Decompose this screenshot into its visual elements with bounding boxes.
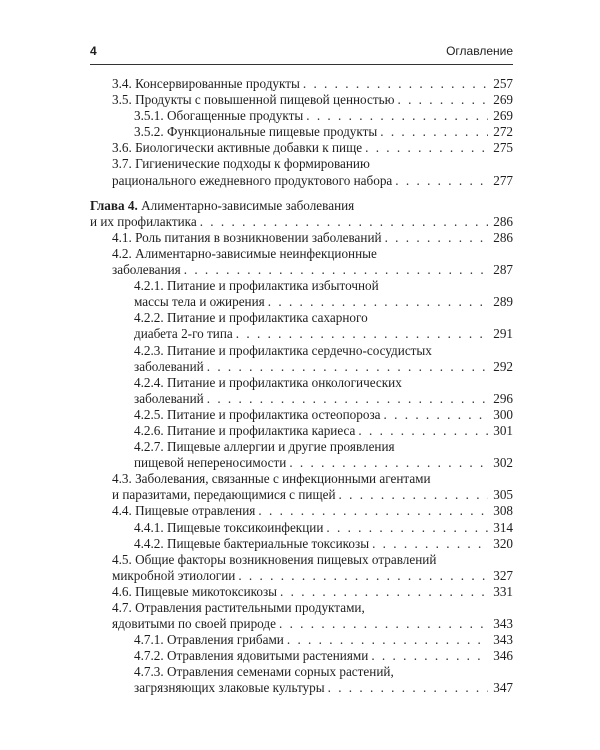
dot-leader <box>385 230 488 246</box>
toc-entry-3-7[interactable] <box>90 156 513 188</box>
dot-leader <box>365 140 488 156</box>
dot-leader <box>372 536 488 552</box>
toc-entry-title-continued: загрязняющих злаковые культуры <box>134 680 325 696</box>
toc-entry-title: Консервированные продукты <box>135 76 300 91</box>
toc-entry-page: 343 <box>493 616 513 632</box>
toc-entry-number: 4.3. <box>112 471 132 487</box>
toc-entry-title: Пищевые аллергии и другие проявления <box>166 439 395 455</box>
toc-entry-page: 327 <box>493 567 513 583</box>
toc-entry-page: 269 <box>493 108 513 124</box>
running-head: Оглавление <box>446 44 513 58</box>
toc-entry-title: Питание и профилактика сахарного <box>166 310 368 326</box>
toc-chapter-4[interactable] <box>90 198 513 230</box>
toc-entry-4-4-1[interactable] <box>90 520 513 536</box>
dot-leader <box>303 76 488 92</box>
toc-entry-title-continued: заболевания <box>112 262 181 278</box>
toc-entry-title: Алиментарно-зависимые заболевания <box>141 197 355 213</box>
toc-entry-4-7-1[interactable] <box>90 632 513 648</box>
toc-entry-page: 347 <box>493 680 513 696</box>
toc-entry-title-continued: рационального ежедневного продуктового набора <box>112 172 393 188</box>
toc-entry-3-4[interactable] <box>90 76 513 92</box>
toc-entry-4-6[interactable] <box>90 584 513 600</box>
toc-entry-title: Биологически активные добавки к пище <box>135 140 363 156</box>
toc-entry-title: Питание и профилактика онкологических <box>166 374 402 390</box>
toc-entry-title: Обогащенные продукты <box>166 108 304 124</box>
toc-entry-4-7-2[interactable] <box>90 648 513 664</box>
toc-entry-title: Пищевые микотоксикозы <box>135 583 278 599</box>
toc-entry-page: 287 <box>493 262 513 278</box>
toc-entry-page: 269 <box>493 92 513 108</box>
toc-entry-4-2-2[interactable] <box>90 310 513 342</box>
toc-entry-number: 4.7.2. <box>134 648 164 664</box>
toc-entry-title-continued: массы тела и ожирения <box>134 294 265 310</box>
dot-leader <box>268 294 488 310</box>
toc-entry-number: 4.7.1. <box>134 632 164 648</box>
toc-entry-page: 301 <box>493 422 513 438</box>
toc-entry-3-5-2[interactable] <box>90 124 513 140</box>
toc-entry-4-2-4[interactable] <box>90 375 513 407</box>
dot-leader <box>238 568 488 584</box>
toc-entry-number: 3.5.2. <box>134 124 164 140</box>
toc-entry-4-2-3[interactable] <box>90 343 513 375</box>
toc-entry-number: 4.2.4. <box>134 374 164 390</box>
toc-entry-title-continued: заболеваний <box>134 358 204 374</box>
toc-entry-title: Пищевые токсикоинфекции <box>166 519 324 535</box>
toc-entry-page: 275 <box>493 140 513 156</box>
toc-entry-title-continued: и их профилактика <box>90 213 197 229</box>
toc-entry-4-1[interactable] <box>90 230 513 246</box>
toc-entry-title: Отравления семенами сорных растений, <box>166 664 394 680</box>
toc-entry-number: 4.7.3. <box>134 664 164 680</box>
toc-entry-page: 300 <box>493 406 513 422</box>
toc-entry-4-2-7[interactable] <box>90 439 513 471</box>
toc-entry-number: 4.5. <box>112 551 132 567</box>
toc-entry-title: Питание и профилактика избыточной <box>166 278 379 294</box>
dot-leader <box>236 326 488 342</box>
toc-entry-title-continued: и паразитами, передающимися с пищей <box>112 487 336 503</box>
dot-leader <box>200 214 488 230</box>
toc-entry-title: Продукты с повышенной пищевой ценностью <box>135 92 395 108</box>
toc-entry-title: Питание и профилактика сердечно-сосудистых <box>166 342 432 358</box>
dot-leader <box>306 108 488 124</box>
toc-entry-title: Питание и профилактика остеопороза <box>166 406 381 422</box>
toc-entry-title: Пищевые отравления <box>135 503 256 519</box>
toc-entry-number: 4.2.2. <box>134 310 164 326</box>
toc-entry-number: 4.2.5. <box>134 406 164 422</box>
toc-entry-page: 305 <box>493 487 513 503</box>
dot-leader <box>258 503 488 519</box>
toc-entry-4-4[interactable] <box>90 503 513 519</box>
toc-entry-title: Роль питания в возникновении заболеваний <box>135 229 382 245</box>
dot-leader <box>395 173 488 189</box>
toc-entry-page: 346 <box>493 648 513 664</box>
toc-entry-title: Алиментарно-зависимые неинфекционные <box>135 245 377 261</box>
toc-entry-number: 4.2.6. <box>134 422 164 438</box>
toc-entry-number: 4.4.2. <box>134 535 164 551</box>
toc-entry-page: 296 <box>493 390 513 406</box>
toc-entry-title-continued: ядовитыми по своей природе <box>112 616 276 632</box>
toc-entry-number: 4.1. <box>112 229 132 245</box>
toc-entry-page: 272 <box>493 124 513 140</box>
toc-entry-title: Отравления грибами <box>166 632 284 648</box>
toc-entry-number: 4.2.3. <box>134 342 164 358</box>
dot-leader <box>289 455 488 471</box>
dot-leader <box>207 359 488 375</box>
toc-entry-page: 292 <box>493 358 513 374</box>
toc-entry-title: Гигиенические подходы к формированию <box>135 156 370 172</box>
table-of-contents <box>90 76 513 697</box>
toc-entry-page: 308 <box>493 503 513 519</box>
toc-entry-number: 3.5.1. <box>134 108 164 124</box>
dot-leader <box>397 92 488 108</box>
dot-leader <box>384 407 488 423</box>
toc-entry-number: 4.7. <box>112 600 132 615</box>
toc-entry-3-6[interactable] <box>90 140 513 156</box>
page-number: 4 <box>90 44 97 58</box>
toc-entry-title: Функциональные пищевые продукты <box>166 124 378 140</box>
toc-entry-title: Заболевания, связанные с инфекционными агентами <box>135 471 431 487</box>
toc-entry-4-2-6[interactable] <box>90 423 513 439</box>
toc-entry-title: Пищевые бактериальные токсикозы <box>166 535 370 551</box>
toc-entry-4-7-3[interactable] <box>90 664 513 696</box>
toc-entry-page: 331 <box>493 583 513 599</box>
toc-entry-title-continued: диабета 2-го типа <box>134 326 233 342</box>
toc-entry-number: 4.6. <box>112 583 132 599</box>
dot-leader <box>279 616 488 632</box>
toc-entry-title: Общие факторы возникновения пищевых отравлений <box>135 551 437 567</box>
dot-leader <box>287 632 488 648</box>
toc-entry-4-7[interactable] <box>90 600 513 632</box>
toc-entry-page: 343 <box>493 632 513 648</box>
dot-leader <box>207 391 488 407</box>
toc-entry-number: 4.2.7. <box>134 439 164 455</box>
dot-leader <box>339 487 488 503</box>
toc-entry-page: 257 <box>493 76 513 91</box>
toc-entry-4-2-1[interactable] <box>90 278 513 310</box>
toc-entry-number: 4.2.1. <box>134 278 164 294</box>
dot-leader <box>326 520 488 536</box>
toc-entry-3-5[interactable] <box>90 92 513 108</box>
toc-entry-number: 3.4. <box>112 76 132 91</box>
dot-leader <box>328 680 488 696</box>
toc-chapter-label: Глава 4. <box>90 197 138 213</box>
toc-entry-page: 286 <box>493 213 513 229</box>
toc-entry-4-3[interactable] <box>90 471 513 503</box>
toc-entry-4-4-2[interactable] <box>90 536 513 552</box>
toc-entry-number: 3.5. <box>112 92 132 108</box>
toc-entry-page: 286 <box>493 229 513 245</box>
toc-entry-number: 4.4.1. <box>134 519 164 535</box>
dot-leader <box>358 423 488 439</box>
toc-entry-page: 314 <box>493 519 513 535</box>
toc-entry-4-2[interactable] <box>90 246 513 278</box>
dot-leader <box>184 262 488 278</box>
toc-entry-4-2-5[interactable] <box>90 407 513 423</box>
toc-entry-title: Отравления ядовитыми растениями <box>166 648 369 664</box>
toc-entry-title: Питание и профилактика кариеса <box>166 422 356 438</box>
toc-entry-number: 3.7. <box>112 156 132 172</box>
toc-entry-number: 4.4. <box>112 503 132 519</box>
toc-entry-title-continued: микробной этиологии <box>112 567 236 583</box>
toc-entry-title: Отравления растительными продуктами, <box>135 600 365 615</box>
header-divider <box>90 64 513 65</box>
dot-leader <box>371 648 488 664</box>
toc-entry-page: 277 <box>493 172 513 188</box>
toc-entry-number: 3.6. <box>112 140 132 156</box>
toc-entry-page: 320 <box>493 535 513 551</box>
toc-entry-page: 289 <box>493 294 513 310</box>
page-header <box>90 44 513 62</box>
toc-entry-3-5-1[interactable] <box>90 108 513 124</box>
toc-entry-page: 291 <box>493 326 513 342</box>
toc-entry-4-5[interactable] <box>90 552 513 584</box>
toc-entry-page: 302 <box>493 455 513 471</box>
toc-entry-number: 4.2. <box>112 245 132 261</box>
dot-leader <box>380 124 488 140</box>
toc-entry-title-continued: заболеваний <box>134 390 204 406</box>
dot-leader <box>280 584 488 600</box>
toc-entry-title-continued: пищевой непереносимости <box>134 455 287 471</box>
